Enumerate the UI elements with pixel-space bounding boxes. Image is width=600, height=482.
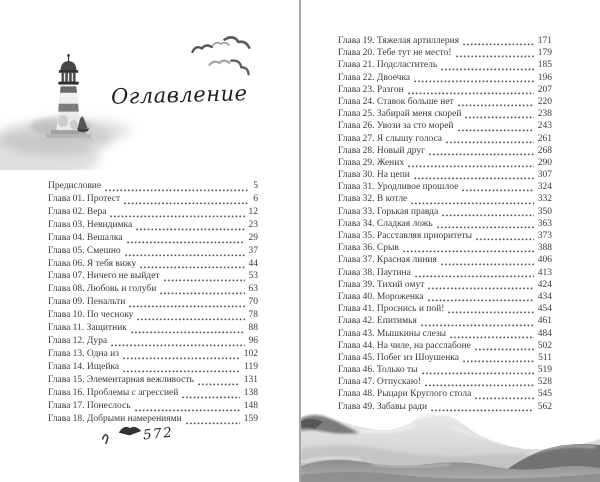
toc-entry-page: 238 [537,109,552,120]
toc-entry-title: Глава 37. Красная линия [338,255,437,266]
toc-entry [338,365,552,377]
toc-entry [338,292,552,304]
toc-entry-page: 511 [538,352,552,363]
dot-leader [441,68,534,71]
toc-entry-title: Глава 12. Дура [48,336,108,347]
toc-entry-title: Глава 01. Протест [48,193,121,204]
dot-leader [125,254,245,257]
toc-entry [338,255,552,267]
toc-entry-page: 96 [248,336,258,347]
dot-leader [428,299,534,302]
toc-entry-title: Глава 14. Ищейка [48,361,120,372]
handwritten-page-note: 572 [142,424,175,444]
toc-entry [338,280,552,292]
toc-entry-title: Глава 43. Мышкины слезы [338,328,447,339]
dot-leader [160,292,244,295]
toc-entry [48,362,258,375]
toc-entry-page: 261 [537,133,552,144]
toc-entry-page: 243 [537,121,552,132]
toc-entry [48,233,258,246]
dot-leader [415,275,534,278]
toc-entry-page: 519 [537,365,552,376]
dot-leader [458,129,534,132]
toc-entry-page: 185 [537,60,552,71]
dot-leader [446,141,534,144]
page-right [301,0,600,482]
toc-entry-page: 528 [537,377,552,388]
toc-entry-title: Глава 26. Увози за сто морей [338,121,454,132]
toc-entry-page: 23 [248,219,258,230]
toc-entry [48,349,258,362]
toc-entry-title: Глава 27. Я слышу голоса [338,133,442,144]
toc-entry-title: Глава 38. Паутина [338,267,411,278]
toc-entry-page: 332 [537,194,552,205]
toc-entry-title: Глава 44. На чиле, на расслабоне [338,340,471,351]
toc-title: Оглавление [110,81,248,109]
dot-leader [429,153,534,156]
dot-leader [408,165,534,168]
toc-entry-title: Глава 19. Тяжелая артиллерия [338,36,460,46]
dot-leader [137,318,244,321]
toc-entry-page: 171 [537,36,552,46]
dot-leader [123,370,240,373]
toc-entry-page: 502 [537,340,552,351]
toc-entry-title: Глава 48. Рыцари Круглого стола [338,389,472,400]
toc-entry [48,271,258,284]
two-seagulls-icon [96,423,146,451]
dot-leader [475,348,534,351]
toc-entry-page: 324 [537,182,552,193]
toc-entry-page: 268 [537,145,552,156]
toc-entry [338,353,552,365]
toc-entry [338,194,552,206]
toc-entry-page: 424 [537,279,552,290]
toc-entry-title: Глава 39. Тихий омут [338,279,425,290]
toc-entry [48,259,258,272]
toc-entry [338,36,552,48]
toc-entry [338,97,552,109]
toc-entry-page: 350 [537,206,552,217]
toc-entry [48,194,258,207]
toc-entry [338,304,552,316]
toc-entry-title: Глава 03. Невидимка [48,219,133,230]
toc-entry [338,207,552,219]
toc-entry-title: Глава 42. Епитимья [338,316,417,327]
toc-entry-page: 53 [248,271,258,282]
toc-entry-page: 119 [244,361,258,372]
dot-leader [198,383,240,386]
toc-entry-page: 413 [537,267,552,278]
toc-entry [338,268,552,280]
toc-entry [338,73,552,85]
seagull-flock-icon [183,28,261,86]
toc-entry-title: Глава 35. Расставляя приоритеты [338,231,472,241]
dot-leader [437,226,534,229]
toc-entry [48,220,258,233]
toc-entry-page: 102 [243,348,258,359]
dot-leader [411,202,533,205]
toc-entry-page: 196 [537,72,552,83]
toc-entry-title: Глава 04. Вешалка [48,232,123,243]
dot-leader [448,311,533,314]
toc-entry-title: Глава 30. На цепи [338,170,410,181]
toc-entry-page: 434 [537,291,552,302]
dot-leader [105,189,249,192]
toc-list-right [338,36,552,414]
page-left [0,0,299,482]
toc-entry [338,121,552,133]
toc-entry-page: 545 [537,389,552,400]
toc-entry-page: 373 [537,231,552,241]
dot-leader [131,331,245,334]
toc-entry-page: 88 [248,323,258,334]
dot-leader [135,409,240,412]
toc-entry-page: 484 [537,328,552,339]
toc-entry [48,246,258,259]
toc-entry-page: 388 [537,243,552,254]
toc-entry-title: Глава 18. Добрыми намерениями [48,413,182,424]
toc-entry [48,401,258,414]
toc-entry [338,377,552,389]
toc-entry-title: Глава 10. По чесноку [48,310,134,321]
toc-entry-page: 148 [243,400,258,411]
toc-entry-page: 207 [537,84,552,95]
toc-entry-page: 12 [248,206,258,217]
toc-entry-title: Глава 47. Отпускаю! [338,377,421,388]
dot-leader [456,55,534,58]
sea-wave-illustration [301,401,600,482]
toc-entry-page: 290 [537,157,552,168]
toc-entry [48,414,258,427]
toc-entry [48,181,258,194]
dot-leader [462,189,533,192]
toc-entry-page: 6 [253,193,258,204]
dot-leader [403,250,534,253]
toc-entry-page: 37 [248,245,258,256]
dot-leader [475,397,533,400]
toc-entry-title: Глава 02. Вера [48,206,107,217]
toc-entry-title: Глава 11. Защитник [48,323,127,334]
toc-entry [338,341,552,353]
dot-leader [463,43,534,46]
toc-entry-page: 78 [248,310,258,321]
toc-entry-page: 29 [248,232,258,243]
toc-entry-page: 44 [248,258,258,269]
toc-entry-page: 138 [243,387,258,398]
toc-entry-title: Глава 24. Ставок больше нет [338,96,454,107]
dot-leader [421,324,534,327]
toc-entry-page: 179 [537,48,552,59]
toc-entry [338,182,552,194]
toc-entry-title: Глава 46. Только ты [338,365,418,376]
toc-entry-title: Глава 21. Подсластитель [338,60,438,71]
dot-leader [465,116,533,119]
toc-entry [338,146,552,158]
toc-entry-title: Глава 29. Жених [338,157,405,168]
dot-leader [408,92,534,95]
dot-leader [458,104,534,107]
dot-leader [422,372,534,375]
toc-entry-title: Глава 49. Забавы ради [338,401,428,412]
toc-entry [48,336,258,349]
toc-entry [48,297,258,310]
toc-entry-title: Глава 25. Забирай меня скорей [338,109,462,120]
dot-leader [441,263,534,266]
dot-leader [442,214,534,217]
toc-entry-title: Глава 22. Двоечка [338,72,411,83]
toc-entry-title: Глава 32. В котле [338,194,408,205]
toc-entry-title: Глава 13. Одна из [48,348,120,359]
dot-leader [164,279,245,282]
toc-entry-page: 562 [537,401,552,412]
toc-entry-title: Глава 33. Горькая правда [338,206,439,217]
toc-entry [48,310,258,323]
dot-leader [111,344,244,347]
toc-entry [338,158,552,170]
toc-entry [338,85,552,97]
toc-entry [338,109,552,121]
toc-entry-title: Глава 09. Пенальти [48,297,126,308]
toc-entry [48,323,258,336]
toc-entry [338,231,552,243]
toc-list-left [48,181,258,427]
toc-entry-page: 63 [248,284,258,295]
toc-entry-title: Глава 45. Побег из Шоушенка [338,352,459,363]
toc-entry [48,207,258,220]
dot-leader [414,177,534,180]
toc-entry-title: Глава 05. Смешно [48,245,121,256]
toc-entry-title: Предисловие [48,181,102,191]
toc-entry-title: Глава 07. Ничего не выйдет [48,271,160,282]
toc-entry-title: Глава 23. Разгон [338,84,404,95]
toc-entry-title: Глава 40. Мороженка [338,291,424,302]
toc-entry-page: 131 [243,374,258,385]
toc-entry [338,60,552,72]
toc-entry [338,48,552,60]
toc-entry-page: 159 [243,413,258,424]
dot-leader [123,357,240,360]
toc-entry [48,284,258,297]
toc-entry-title: Глава 41. Проснись и пой! [338,304,445,315]
toc-entry [338,316,552,328]
toc-entry-page: 70 [248,297,258,308]
toc-entry-title: Глава 15. Элементарная вежливость [48,374,194,385]
dot-leader [186,422,240,425]
dot-leader [425,384,534,387]
dot-leader [450,336,534,339]
toc-entry [338,219,552,231]
toc-entry-title: Глава 06. Я тебя вижу [48,258,137,269]
toc-entry [338,170,552,182]
toc-entry-title: Глава 16. Проблемы с агрессией [48,387,179,398]
dot-leader [140,266,244,269]
toc-entry [338,389,552,401]
dot-leader [127,241,245,244]
toc-entry [48,375,258,388]
toc-entry-page: 406 [537,255,552,266]
dot-leader [182,396,239,399]
toc-entry [338,329,552,341]
dot-leader [428,287,533,290]
toc-entry-title: Глава 08. Любовь и голуби [48,284,157,295]
toc-entry [338,243,552,255]
dot-leader [414,80,534,83]
dot-leader [129,305,244,308]
dot-leader [136,228,244,231]
dot-leader [463,360,534,363]
toc-entry-title: Глава 28. Новый друг [338,145,425,156]
toc-entry-page: 461 [537,316,552,327]
toc-entry-page: 220 [537,96,552,107]
toc-entry-title: Глава 31. Уродливое прошлое [338,182,459,193]
toc-entry-page: 5 [253,181,258,191]
dot-leader [476,238,534,241]
toc-entry [338,134,552,146]
dot-leader [110,215,244,218]
toc-entry-title: Глава 34. Сладкая ложь [338,218,433,229]
dot-leader [124,202,249,205]
toc-entry-title: Глава 20. Тебе тут не место! [338,48,452,59]
toc-entry-page: 363 [537,218,552,229]
toc-entry-page: 454 [537,304,552,315]
toc-entry-page: 307 [537,170,552,181]
toc-entry-title: Глава 17. Понеслось [48,400,131,411]
toc-entry [48,388,258,401]
toc-entry-title: Глава 36. Срыв [338,243,399,254]
